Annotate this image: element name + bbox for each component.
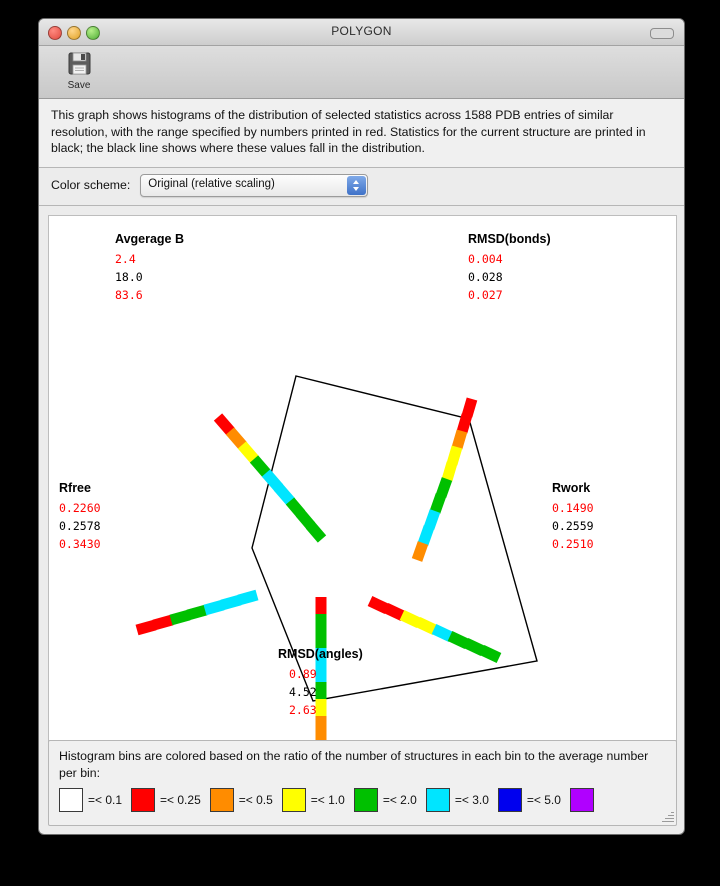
resize-grip[interactable] [661,810,674,823]
save-button[interactable] [51,49,107,91]
axis-value-avgerage-b: 18.0 [115,269,143,284]
legend-item [131,788,201,812]
application-window [38,18,685,835]
legend-item [210,788,273,812]
axis-max-rmsd-angles: 2.63 [289,702,317,717]
legend-item [59,788,122,812]
legend-swatch-4 [354,788,378,812]
save-button-label: Save [67,80,91,91]
axis-values-rwork [552,499,594,553]
axis-values-rmsd-bonds [468,250,503,304]
legend-description: Histogram bins are colored based on the ratio of the number of structures in each bin to the average number per bin: [59,749,649,780]
color-scheme-selected-value: Original (relative scaling) [148,177,275,190]
axis-label-rfree: Rfree [59,480,91,495]
legend-label-3: =< 1.0 [310,793,345,807]
legend-label-0: =< 0.1 [88,793,123,807]
axis-min-rmsd-angles: 0.89 [289,666,317,681]
description-text: This graph shows histograms of the distribution of selected statistics across 1588 PDB entries of similar resolution, with the range specified by numbers printed in red. Statistics for the current structure are printed in black; the black line shows where these values fall in the distribution. [51,108,646,155]
axis-min-rwork: 0.1490 [552,500,594,515]
legend-swatch-1 [131,788,155,812]
color-scheme-row [39,168,684,206]
toolbar-toggle-button[interactable] [650,28,674,39]
axis-value-rmsd-bonds: 0.028 [468,269,503,284]
axis-label-avgerage-b: Avgerage B [115,231,185,246]
toolbar [39,46,684,99]
axis-value-rmsd-angles: 4.52 [289,684,317,699]
legend-label-2: =< 0.5 [238,793,273,807]
legend-item [426,788,489,812]
color-scheme-label: Color scheme: [51,178,131,192]
axis-values-avgerage-b [115,250,143,304]
legend-item [354,788,417,812]
spoke-avgerage-b [218,417,322,539]
legend-swatch-6 [498,788,522,812]
axis-max-rfree: 0.3430 [59,536,101,551]
spoke-rwork [354,594,499,658]
axis-min-rmsd-bonds: 0.004 [468,251,503,266]
polygon-graph-svg [49,216,676,774]
chevron-updown-icon[interactable] [347,176,366,195]
description-panel [39,99,684,168]
legend-swatch-2 [210,788,234,812]
axis-label-rmsd-bonds: RMSD(bonds) [468,231,551,246]
legend-panel [48,740,677,826]
axis-values-rmsd-angles [289,665,317,719]
spoke-rmsd-bonds [417,399,472,560]
legend-label-4: =< 2.0 [382,793,417,807]
window-titlebar [39,19,684,46]
legend-item [498,788,561,812]
axis-min-avgerage-b: 2.4 [115,251,136,266]
axis-max-rmsd-bonds: 0.027 [468,287,503,302]
axis-label-rmsd-angles: RMSD(angles) [278,646,363,661]
axis-max-rwork: 0.2510 [552,536,594,551]
polygon-graph-canvas[interactable] [48,215,677,775]
spoke-rfree [120,595,257,635]
legend-item [282,788,345,812]
legend-label-5: =< 3.0 [454,793,489,807]
legend-swatch-0 [59,788,83,812]
window-title: POLYGON [331,24,392,38]
legend-label-1: =< 0.25 [160,793,201,807]
axis-min-rfree: 0.2260 [59,500,101,515]
legend-swatch-3 [282,788,306,812]
legend-item [570,788,599,812]
axis-max-avgerage-b: 83.6 [115,287,143,302]
legend-label-6: =< 5.0 [526,793,561,807]
legend-swatch-7 [570,788,594,812]
legend-swatch-5 [426,788,450,812]
floppy-disk-icon [51,49,107,79]
axis-values-rfree [59,499,101,553]
axis-value-rwork: 0.2559 [552,518,594,533]
color-scheme-dropdown[interactable] [140,174,368,197]
axis-value-rfree: 0.2578 [59,518,101,533]
axis-label-rwork: Rwork [552,480,591,495]
legend-swatch-list [59,788,676,812]
